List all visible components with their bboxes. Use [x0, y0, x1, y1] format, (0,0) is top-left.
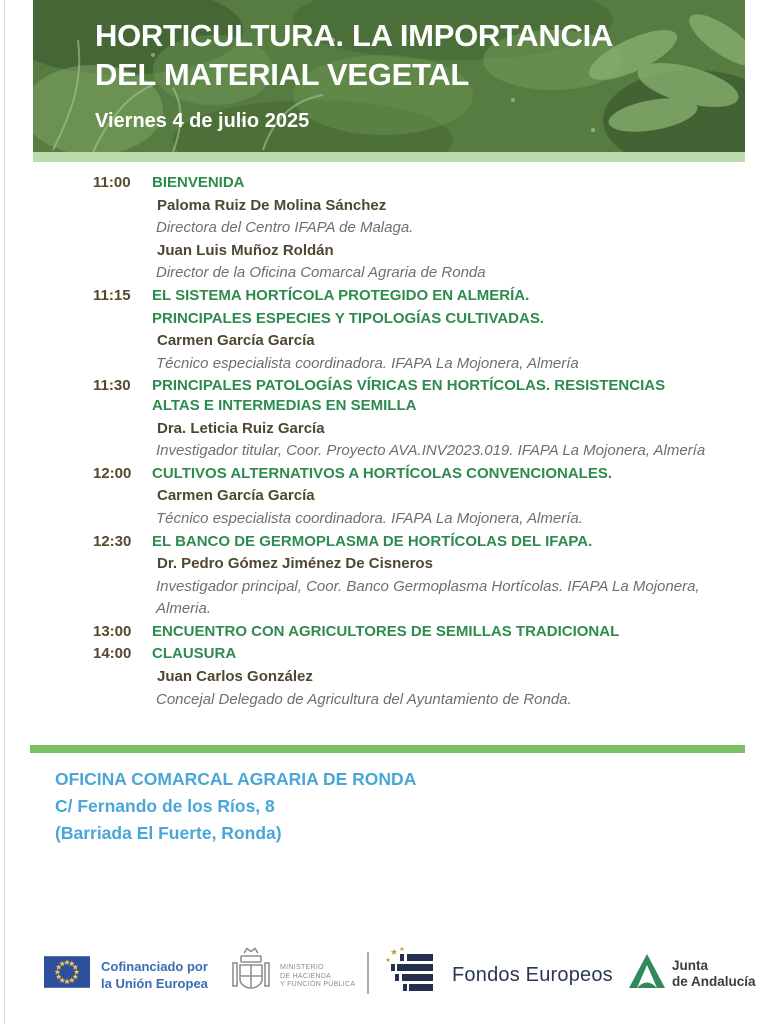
speaker-name: Juan Luis Muñoz Roldán — [157, 241, 334, 259]
footer-logos — [0, 940, 767, 1024]
speaker-role: Investigador principal, Coor. Banco Germoplasma Hortícolas. IFAPA La Mojonera, Almeria. — [156, 577, 700, 618]
session-title: ENCUENTRO CON AGRICULTORES DE SEMILLAS TRADICIONAL — [152, 622, 620, 640]
speaker-role: Concejal Delegado de Agricultura del Ayuntamiento de Ronda. — [156, 690, 572, 708]
venue-name: OFICINA COMARCAL AGRARIA DE RONDA — [55, 769, 417, 789]
session-title-line2: ALTAS E INTERMEDIAS EN SEMILLA — [152, 396, 417, 414]
speaker-name: Paloma Ruiz De Molina Sánchez — [157, 196, 387, 214]
event-date: Viernes 4 de julio 2025 — [95, 110, 310, 132]
speaker-role: Técnico especialista coordinadora. IFAPA La Mojonera, Almería — [156, 354, 579, 372]
ministry-crest-icon — [232, 946, 270, 998]
speaker-name: Dra. Leticia Ruiz García — [157, 419, 325, 437]
eu-cofinance-label: Cofinanciado por la Unión Europea — [101, 959, 208, 991]
schedule-entry — [0, 531, 767, 621]
schedule-entry — [0, 621, 767, 644]
session-title-line2: PRINCIPALES ESPECIES Y TIPOLOGÍAS CULTIVADAS. — [152, 309, 545, 327]
schedule-entry — [0, 375, 767, 462]
speaker-name: Carmen García García — [157, 487, 315, 505]
fondos-europeos-icon — [385, 946, 447, 998]
speaker-name: Carmen García García — [157, 332, 315, 350]
session-time: 11:15 — [93, 286, 131, 304]
venue-address: C/ Fernando de los Ríos, 8 — [55, 796, 275, 816]
schedule-entry — [0, 285, 767, 375]
venue-district: (Barriada El Fuerte, Ronda) — [55, 823, 282, 843]
header-accent-strip — [33, 152, 745, 162]
junta-andalucia-icon — [628, 952, 666, 990]
speaker-role: Investigador titular, Coor. Proyecto AVA.INV2023.019. IFAPA La Mojonera, Almería — [156, 442, 706, 460]
schedule-entry — [0, 463, 767, 531]
session-title: EL BANCO DE GERMOPLASMA DE HORTÍCOLAS DEL IFAPA. — [152, 532, 593, 550]
speaker-name: Juan Carlos González — [157, 668, 313, 686]
eu-flag-icon — [44, 956, 90, 988]
speaker-name: Dr. Pedro Gómez Jiménez De Cisneros — [157, 555, 433, 573]
session-title: EL SISTEMA HORTÍCOLA PROTEGIDO EN ALMERÍA. — [152, 286, 530, 304]
session-time: 11:30 — [93, 377, 131, 395]
session-title: BIENVENIDA — [152, 174, 245, 191]
event-title — [95, 16, 613, 94]
venue-info — [55, 766, 416, 847]
junta-andalucia-label: Junta de Andalucía — [672, 958, 756, 989]
event-title-line2: DEL MATERIAL VEGETAL — [95, 57, 470, 92]
ministry-label: MINISTERIO DE HACIENDA Y FUNCIÓN PÚBLICA — [280, 964, 356, 988]
speaker-role: Director de la Oficina Comarcal Agraria de Ronda — [156, 264, 486, 282]
speaker-role: Técnico especialista coordinadora. IFAPA La Mojonera, Almería. — [156, 509, 583, 527]
schedule — [0, 172, 767, 711]
ministry-separator-line — [367, 952, 369, 994]
schedule-entry — [0, 643, 767, 711]
header-banner — [33, 0, 745, 152]
session-title: CULTIVOS ALTERNATIVOS A HORTÍCOLAS CONVENCIONALES. — [152, 464, 613, 482]
session-time: 14:00 — [93, 645, 132, 663]
session-time: 12:30 — [93, 532, 132, 550]
event-title-line1: HORTICULTURA. LA IMPORTANCIA — [95, 18, 613, 53]
session-time: 13:00 — [93, 622, 132, 640]
session-title: PRINCIPALES PATOLOGÍAS VÍRICAS EN HORTÍCOLAS. RESISTENCIAS — [152, 377, 666, 395]
session-time: 11:00 — [93, 174, 131, 191]
fondos-europeos-label: Fondos Europeos — [452, 964, 613, 986]
speaker-role: Directora del Centro IFAPA de Malaga. — [156, 219, 414, 237]
session-title: CLAUSURA — [152, 645, 237, 663]
session-time: 12:00 — [93, 464, 132, 482]
section-divider-bar — [30, 745, 745, 753]
schedule-entry — [0, 172, 767, 285]
